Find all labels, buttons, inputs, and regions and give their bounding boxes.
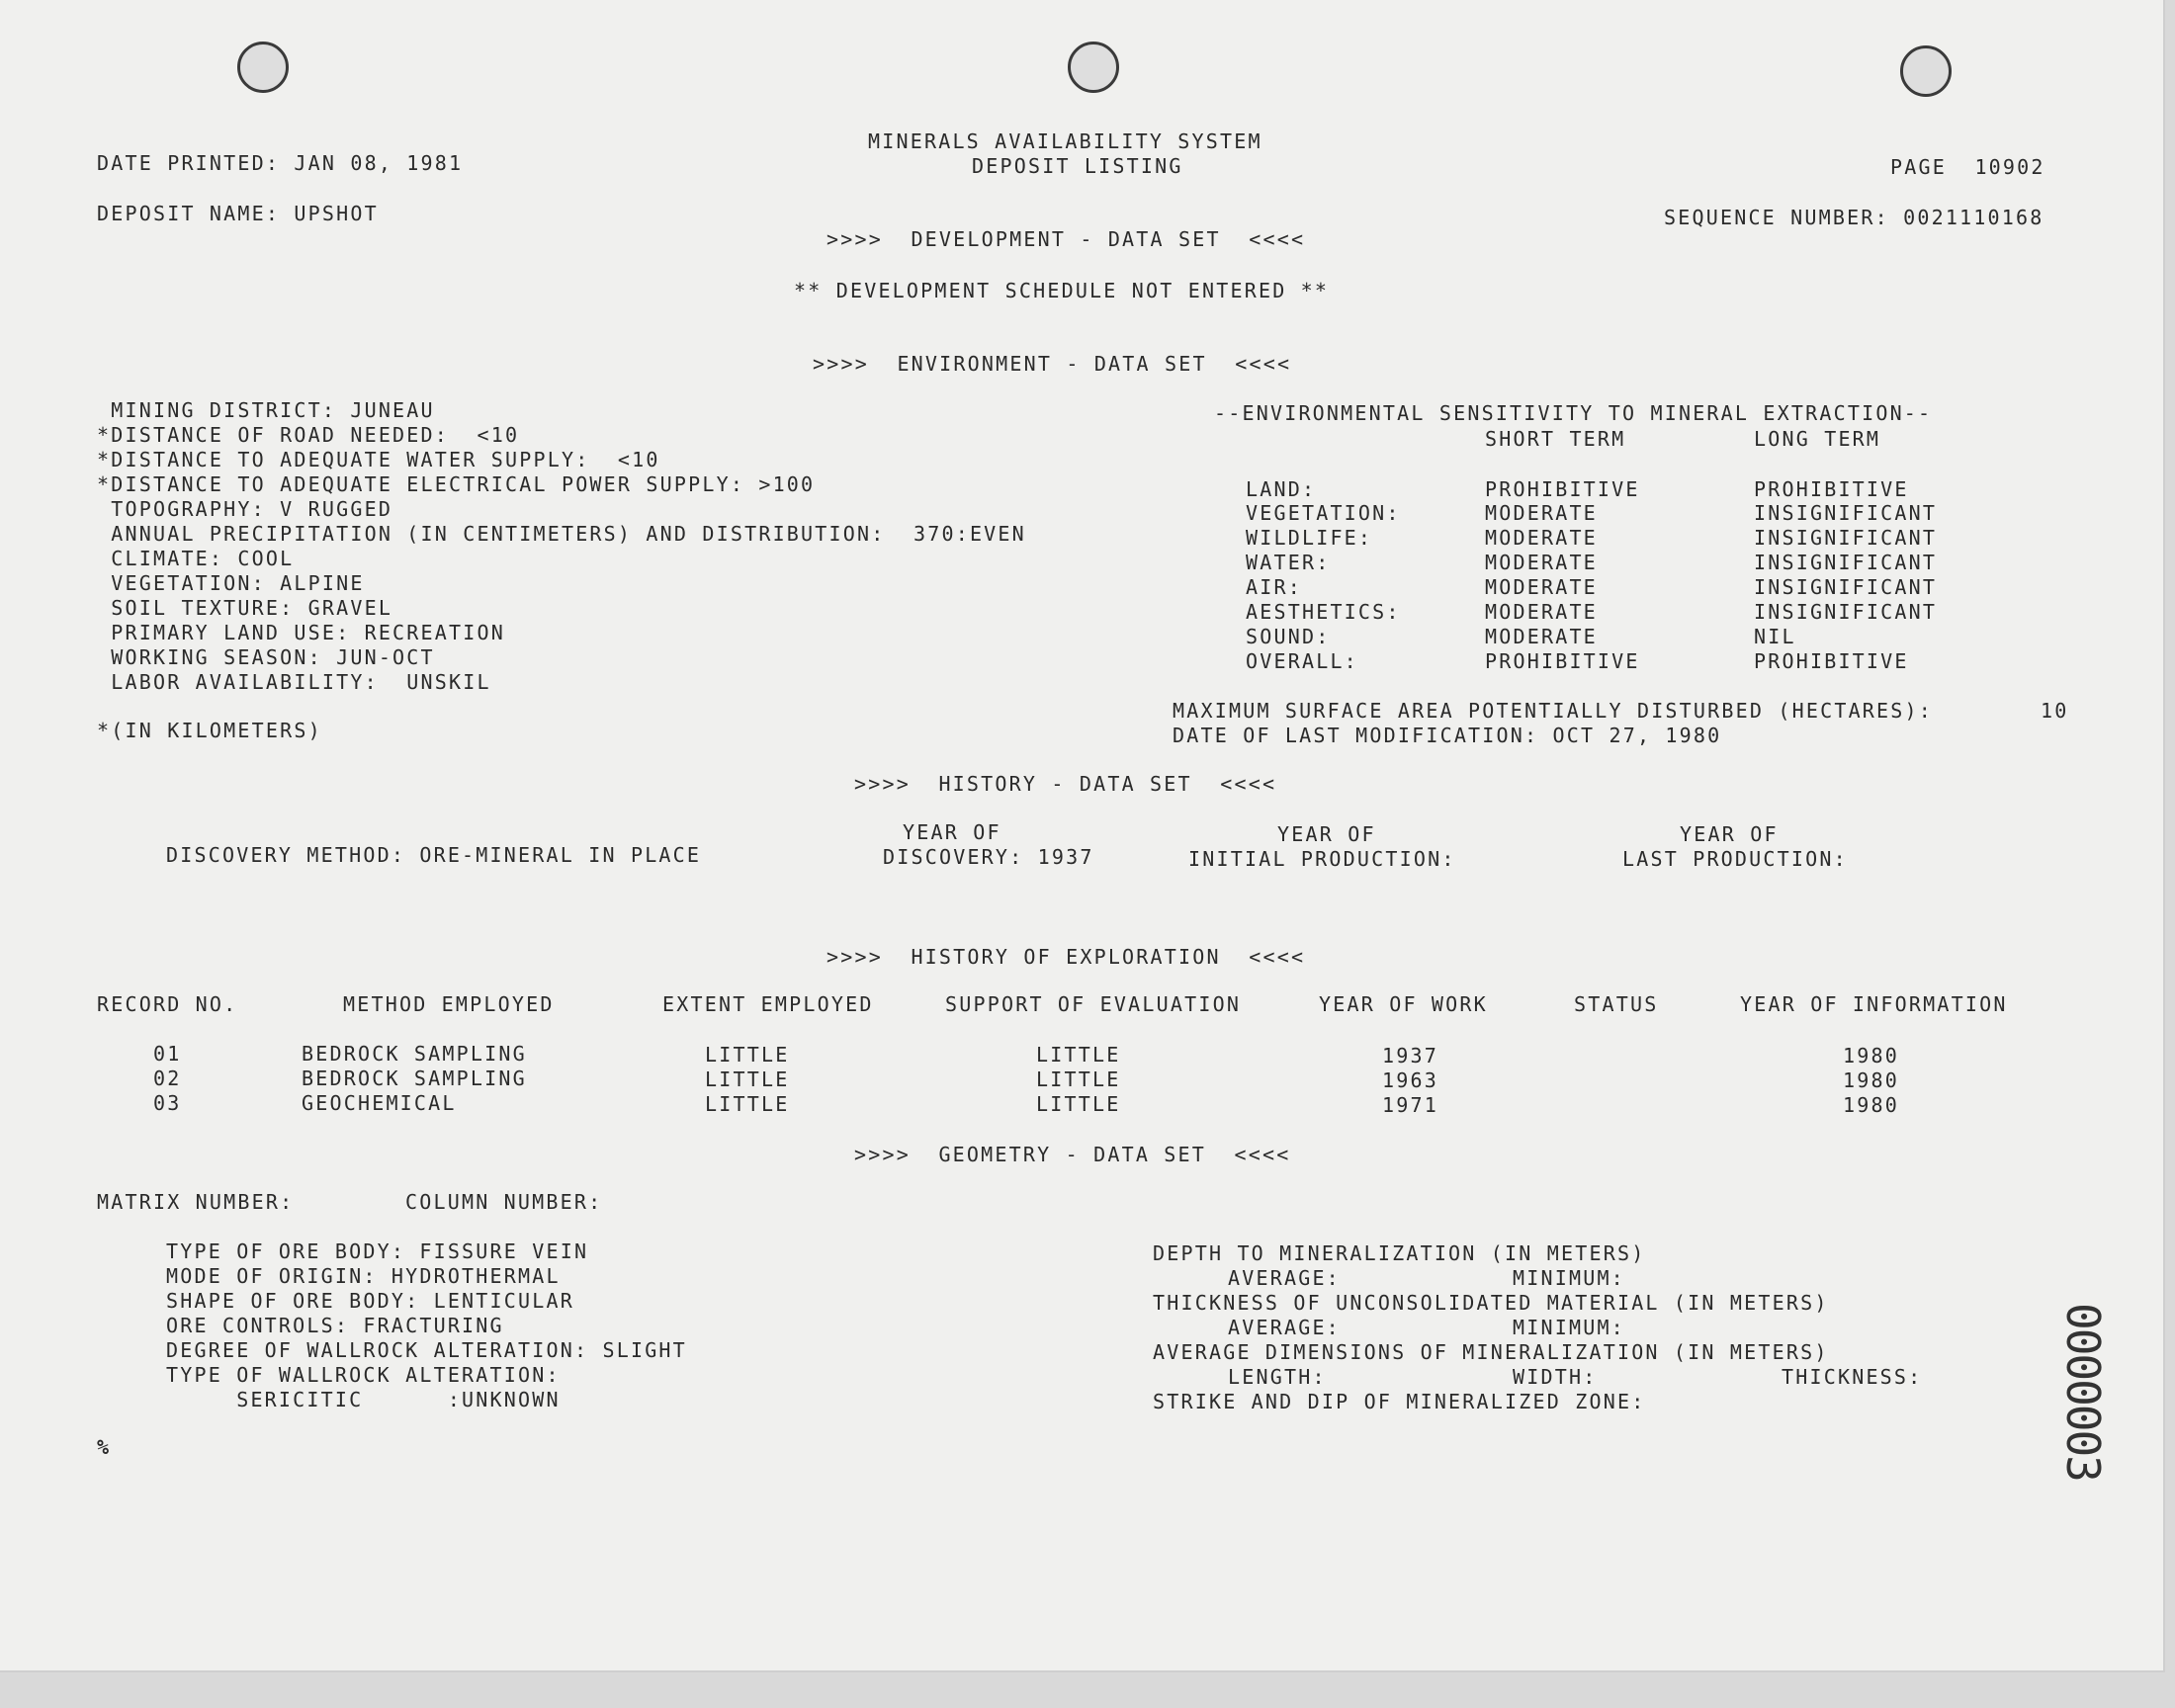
geometry-line: SHAPE OF ORE BODY: LENTICULAR [166, 1289, 574, 1313]
thickness-title: THICKNESS OF UNCONSOLIDATED MATERIAL (IN METERS) [1153, 1291, 1829, 1315]
sensitivity-short: MODERATE [1485, 501, 1598, 525]
sensitivity-short: MODERATE [1485, 575, 1598, 599]
long-term-header: LONG TERM [1754, 427, 1881, 451]
row-year-info: 1980 [1843, 1068, 1899, 1092]
deposit-name: DEPOSIT NAME: UPSHOT [97, 202, 379, 225]
sensitivity-short: MODERATE [1485, 600, 1598, 624]
col-header-year-info: YEAR OF INFORMATION [1740, 992, 2008, 1016]
listing-title: DEPOSIT LISTING [972, 154, 1183, 178]
development-section-title: >>>> DEVELOPMENT - DATA SET <<<< [826, 227, 1306, 251]
col-header-extent: EXTENT EMPLOYED [662, 992, 874, 1016]
discovery-year: DISCOVERY: 1937 [883, 845, 1094, 869]
col-header-year-work: YEAR OF WORK [1319, 992, 1488, 1016]
env-line: *DISTANCE TO ADEQUATE WATER SUPPLY: <10 [97, 448, 660, 471]
exploration-section-title: >>>> HISTORY OF EXPLORATION <<<< [826, 945, 1306, 969]
sensitivity-long: PROHIBITIVE [1754, 649, 1909, 673]
env-line: MINING DISTRICT: JUNEAU [97, 398, 435, 422]
row-year-work: 1963 [1382, 1068, 1438, 1092]
sensitivity-title: --ENVIRONMENTAL SENSITIVITY TO MINERAL EXTRACTION-- [1214, 401, 1933, 425]
thickness-minimum: MINIMUM: [1513, 1316, 1625, 1339]
row-method: BEDROCK SAMPLING [302, 1067, 527, 1090]
row-extent: LITTLE [705, 1092, 790, 1116]
row-method: BEDROCK SAMPLING [302, 1042, 527, 1066]
sensitivity-label: AIR: [1246, 575, 1302, 599]
row-year-info: 1980 [1843, 1093, 1899, 1117]
date-printed: DATE PRINTED: JAN 08, 1981 [97, 151, 464, 175]
env-line: SOIL TEXTURE: GRAVEL [97, 596, 393, 620]
punch-hole-center [1068, 42, 1119, 93]
env-line: PRIMARY LAND USE: RECREATION [97, 621, 505, 644]
sensitivity-label: OVERALL: [1246, 649, 1358, 673]
sequence-number: SEQUENCE NUMBER: 0021110168 [1664, 206, 2044, 229]
env-line: *DISTANCE TO ADEQUATE ELECTRICAL POWER SUPPLY: >100 [97, 472, 816, 496]
row-record: 03 [153, 1091, 182, 1115]
row-method: GEOCHEMICAL [302, 1091, 457, 1115]
sensitivity-long: INSIGNIFICANT [1754, 575, 1938, 599]
geometry-line: SERICITIC :UNKNOWN [166, 1388, 561, 1411]
geometry-line: ORE CONTROLS: FRACTURING [166, 1314, 504, 1337]
sensitivity-long: INSIGNIFICANT [1754, 501, 1938, 525]
dimensions-title: AVERAGE DIMENSIONS OF MINERALIZATION (IN METERS) [1153, 1340, 1829, 1364]
row-year-info: 1980 [1843, 1044, 1899, 1068]
strike-dip: STRIKE AND DIP OF MINERALIZED ZONE: [1153, 1390, 1646, 1413]
env-footnote: *(IN KILOMETERS) [97, 719, 322, 742]
sensitivity-label: VEGETATION: [1246, 501, 1401, 525]
sensitivity-long: INSIGNIFICANT [1754, 600, 1938, 624]
env-line: CLIMATE: COOL [97, 547, 295, 570]
env-line: ANNUAL PRECIPITATION (IN CENTIMETERS) AND DISTRIBUTION: 370:EVEN [97, 522, 1026, 546]
sensitivity-short: PROHIBITIVE [1485, 477, 1640, 501]
geometry-section-title: >>>> GEOMETRY - DATA SET <<<< [854, 1143, 1291, 1166]
env-line: WORKING SEASON: JUN-OCT [97, 645, 435, 669]
dimension-width: WIDTH: [1513, 1365, 1598, 1389]
page-number: PAGE 10902 [1890, 155, 2045, 179]
sensitivity-long: NIL [1754, 625, 1796, 648]
row-support: LITTLE [1036, 1043, 1121, 1067]
row-year-work: 1971 [1382, 1093, 1438, 1117]
depth-average: AVERAGE: [1228, 1266, 1341, 1290]
sensitivity-label: SOUND: [1246, 625, 1331, 648]
env-line: *DISTANCE OF ROAD NEEDED: <10 [97, 423, 520, 447]
environment-section-title: >>>> ENVIRONMENT - DATA SET <<<< [813, 352, 1292, 376]
system-title: MINERALS AVAILABILITY SYSTEM [868, 129, 1262, 153]
dimension-length: LENGTH: [1228, 1365, 1327, 1389]
sensitivity-label: LAND: [1246, 477, 1317, 501]
year-of-label: YEAR OF [903, 820, 1001, 844]
matrix-number: MATRIX NUMBER: [97, 1190, 295, 1214]
col-header-support: SUPPORT OF EVALUATION [945, 992, 1242, 1016]
thickness-average: AVERAGE: [1228, 1316, 1341, 1339]
col-header-status: STATUS [1574, 992, 1659, 1016]
row-extent: LITTLE [705, 1043, 790, 1067]
initial-production: INITIAL PRODUCTION: [1188, 847, 1456, 871]
geometry-line: TYPE OF ORE BODY: FISSURE VEIN [166, 1239, 589, 1263]
sensitivity-short: MODERATE [1485, 526, 1598, 550]
geometry-line: MODE OF ORIGIN: HYDROTHERMAL [166, 1264, 561, 1288]
last-modification: DATE OF LAST MODIFICATION: OCT 27, 1980 [1173, 724, 1722, 747]
development-note: ** DEVELOPMENT SCHEDULE NOT ENTERED ** [794, 279, 1330, 302]
sensitivity-long: INSIGNIFICANT [1754, 526, 1938, 550]
year-of-label: YEAR OF [1277, 822, 1376, 846]
geometry-line: TYPE OF WALLROCK ALTERATION: [166, 1363, 561, 1387]
discovery-method: DISCOVERY METHOD: ORE-MINERAL IN PLACE [166, 843, 702, 867]
env-line: LABOR AVAILABILITY: UNSKIL [97, 670, 491, 694]
max-surface-value: 10 [2041, 699, 2069, 723]
sensitivity-short: MODERATE [1485, 551, 1598, 574]
sensitivity-label: WATER: [1246, 551, 1331, 574]
sensitivity-short: PROHIBITIVE [1485, 649, 1640, 673]
row-record: 02 [153, 1067, 182, 1090]
col-header-method: METHOD EMPLOYED [343, 992, 555, 1016]
punch-hole-right [1900, 45, 1952, 97]
page-stamp: 0000003 [2056, 1303, 2110, 1481]
row-year-work: 1937 [1382, 1044, 1438, 1068]
max-surface-label: MAXIMUM SURFACE AREA POTENTIALLY DISTURBED (HECTARES): [1173, 699, 1934, 723]
sensitivity-short: MODERATE [1485, 625, 1598, 648]
end-mark: % [97, 1435, 112, 1459]
depth-minimum: MINIMUM: [1513, 1266, 1625, 1290]
last-production: LAST PRODUCTION: [1622, 847, 1848, 871]
dimension-thickness: THICKNESS: [1782, 1365, 1923, 1389]
row-extent: LITTLE [705, 1068, 790, 1091]
sensitivity-label: WILDLIFE: [1246, 526, 1373, 550]
year-of-label: YEAR OF [1680, 822, 1779, 846]
depth-title: DEPTH TO MINERALIZATION (IN METERS) [1153, 1241, 1646, 1265]
sensitivity-long: PROHIBITIVE [1754, 477, 1909, 501]
short-term-header: SHORT TERM [1485, 427, 1626, 451]
geometry-line: DEGREE OF WALLROCK ALTERATION: SLIGHT [166, 1338, 687, 1362]
sensitivity-label: AESTHETICS: [1246, 600, 1401, 624]
col-header-record: RECORD NO. [97, 992, 238, 1016]
env-line: TOPOGRAPHY: V RUGGED [97, 497, 393, 521]
row-support: LITTLE [1036, 1068, 1121, 1091]
column-number: COLUMN NUMBER: [405, 1190, 603, 1214]
row-record: 01 [153, 1042, 182, 1066]
sensitivity-long: INSIGNIFICANT [1754, 551, 1938, 574]
punch-hole-left [237, 42, 289, 93]
env-line: VEGETATION: ALPINE [97, 571, 365, 595]
row-support: LITTLE [1036, 1092, 1121, 1116]
history-section-title: >>>> HISTORY - DATA SET <<<< [854, 772, 1277, 796]
